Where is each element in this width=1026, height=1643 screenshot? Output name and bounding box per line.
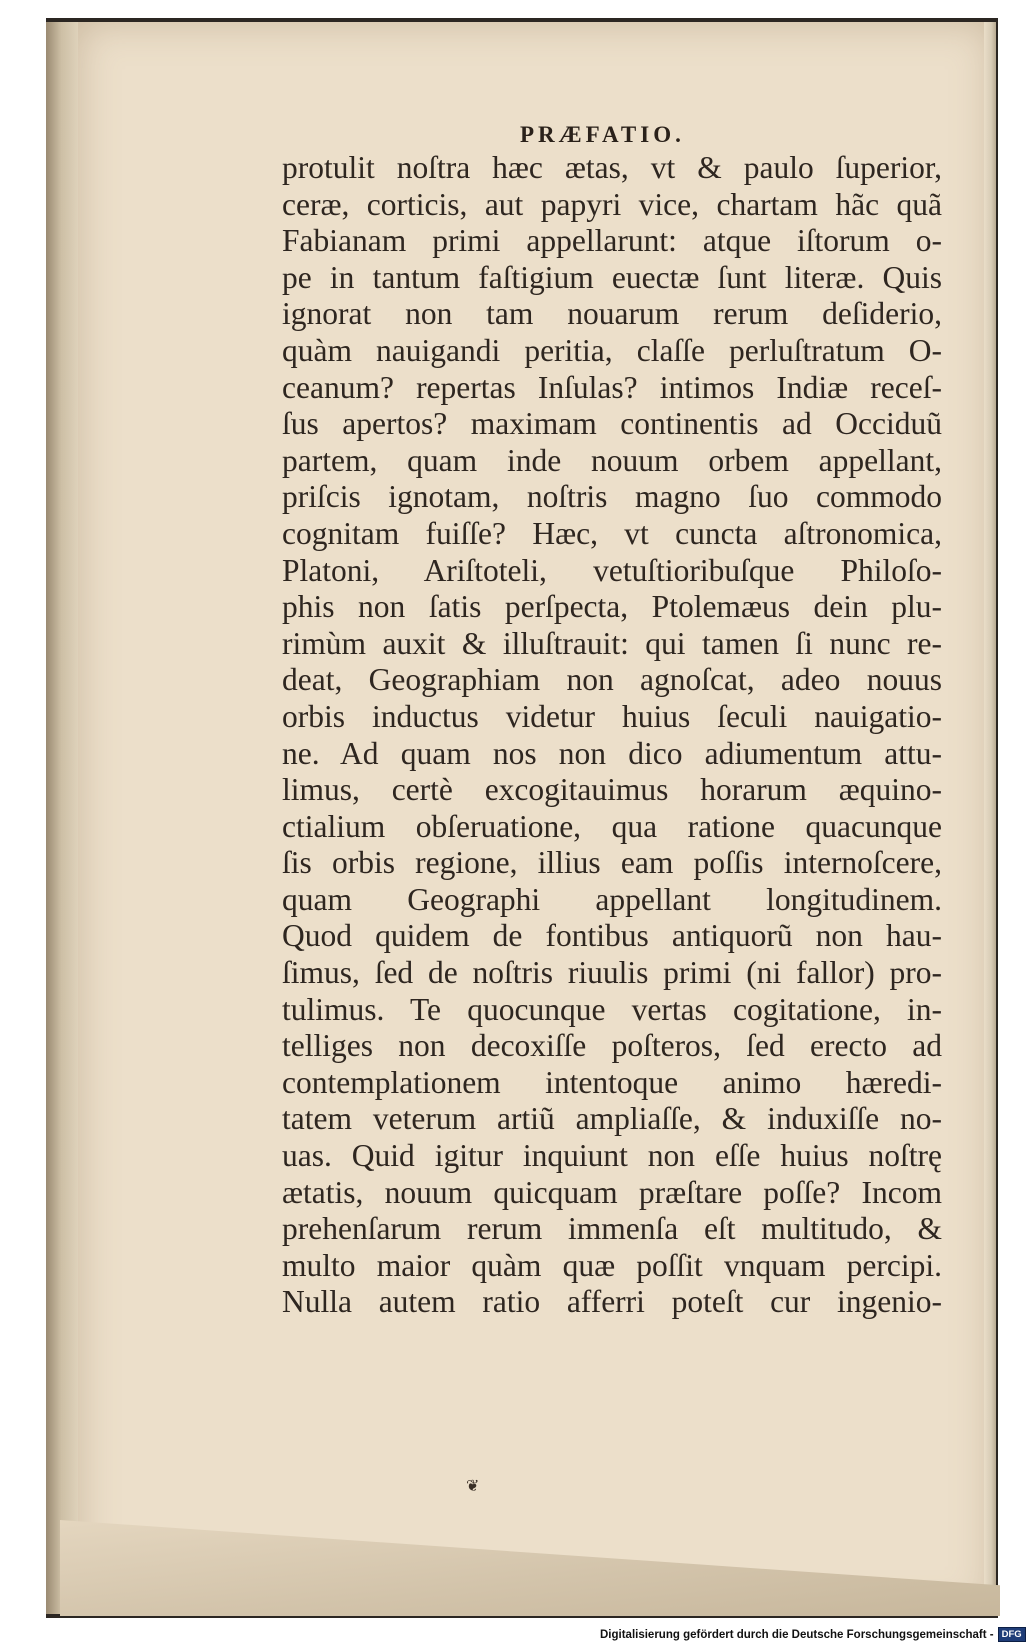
text-line: tulimus. Te quocunque vertas cogitatione, in-: [282, 991, 942, 1027]
text-line: Fabianam primi appellarunt: atque iſtorum o-: [282, 223, 942, 259]
text-line: partem, quam inde nouum orbem appellant,: [282, 442, 942, 478]
text-line: ceræ, corticis, aut papyri vice, chartam hãc quã: [282, 186, 942, 222]
text-line: multo maior quàm quæ poſſit vnquam percipi.: [282, 1247, 942, 1283]
text-line: ſimus, ſed de noſtris riuulis primi (ni fallor) pro-: [282, 955, 942, 991]
text-line: ſus apertos? maximam continentis ad Occiduũ: [282, 406, 942, 442]
text-line: prehenſarum rerum immenſa eſt multitudo, &: [282, 1211, 942, 1247]
text-line: tatem veterum artiũ ampliaſſe, & induxiſſe no-: [282, 1101, 942, 1137]
body-text: [282, 150, 942, 1321]
digitization-credit: [600, 1626, 1026, 1643]
text-line: ceanum? repertas Inſulas? intimos Indiæ receſ-: [282, 369, 942, 405]
signature-ornament-icon: ❦: [466, 1478, 480, 1495]
text-line: orbis inductus videtur huius ſeculi nauigatio-: [282, 698, 942, 734]
text-line: ne. Ad quam nos non dico adiumentum attu-: [282, 735, 942, 771]
text-line: protulit noſtra hæc ætas, vt & paulo ſuperior,: [282, 150, 942, 185]
text-line: telliges non decoxiſſe poſteros, ſed erecto ad: [282, 1028, 942, 1064]
text-line: quàm nauigandi peritia, claſſe perluſtratum O-: [282, 332, 942, 368]
text-line: deat, Geographiam non agnoſcat, adeo nouus: [282, 662, 942, 698]
text-line: Quod quidem de fontibus antiquorũ non hau-: [282, 918, 942, 954]
running-head: PRÆFATIO.: [520, 122, 685, 147]
text-line: priſcis ignotam, noſtris magno ſuo commodo: [282, 479, 942, 515]
text-line: rimùm auxit & illuſtrauit: qui tamen ſi nunc re-: [282, 625, 942, 661]
text-line: ſis orbis regione, illius eam poſſis internoſcere,: [282, 845, 942, 881]
text-line: cognitam fuiſſe? Hæc, vt cuncta aſtronomica,: [282, 515, 942, 551]
dfg-logo-icon: DFG: [998, 1627, 1026, 1642]
text-line: phis non ſatis perſpecta, Ptolemæus dein plu-: [282, 589, 942, 625]
text-line: ignorat non tam nouarum rerum deſiderio,: [282, 296, 942, 332]
credit-text: Digitalisierung gefördert durch die Deutsche Forschungsgemeinschaft -: [600, 1628, 994, 1641]
text-line: ctialium obſeruatione, qua ratione quacunque: [282, 808, 942, 844]
text-line: uas. Quid igitur inquiunt non eſſe huius noſtrę: [282, 1138, 942, 1174]
text-line: Nulla autem ratio afferri poteſt cur ingenio-: [282, 1284, 942, 1320]
text-line: contemplationem intentoque animo hæredi-: [282, 1064, 942, 1100]
text-line: Platoni, Ariſtoteli, vetuſtioribuſque Philoſo-: [282, 552, 942, 588]
text-line: pe in tantum faſtigium euectæ ſunt literæ. Quis: [282, 259, 942, 295]
text-line: ætatis, nouum quicquam præſtare poſſe? Incom: [282, 1174, 942, 1210]
text-line: quam Geographi appellant longitudinem.: [282, 881, 942, 917]
text-line: limus, certè excogitauimus horarum æquino-: [282, 772, 942, 808]
page-fore-edge: [984, 22, 996, 1614]
